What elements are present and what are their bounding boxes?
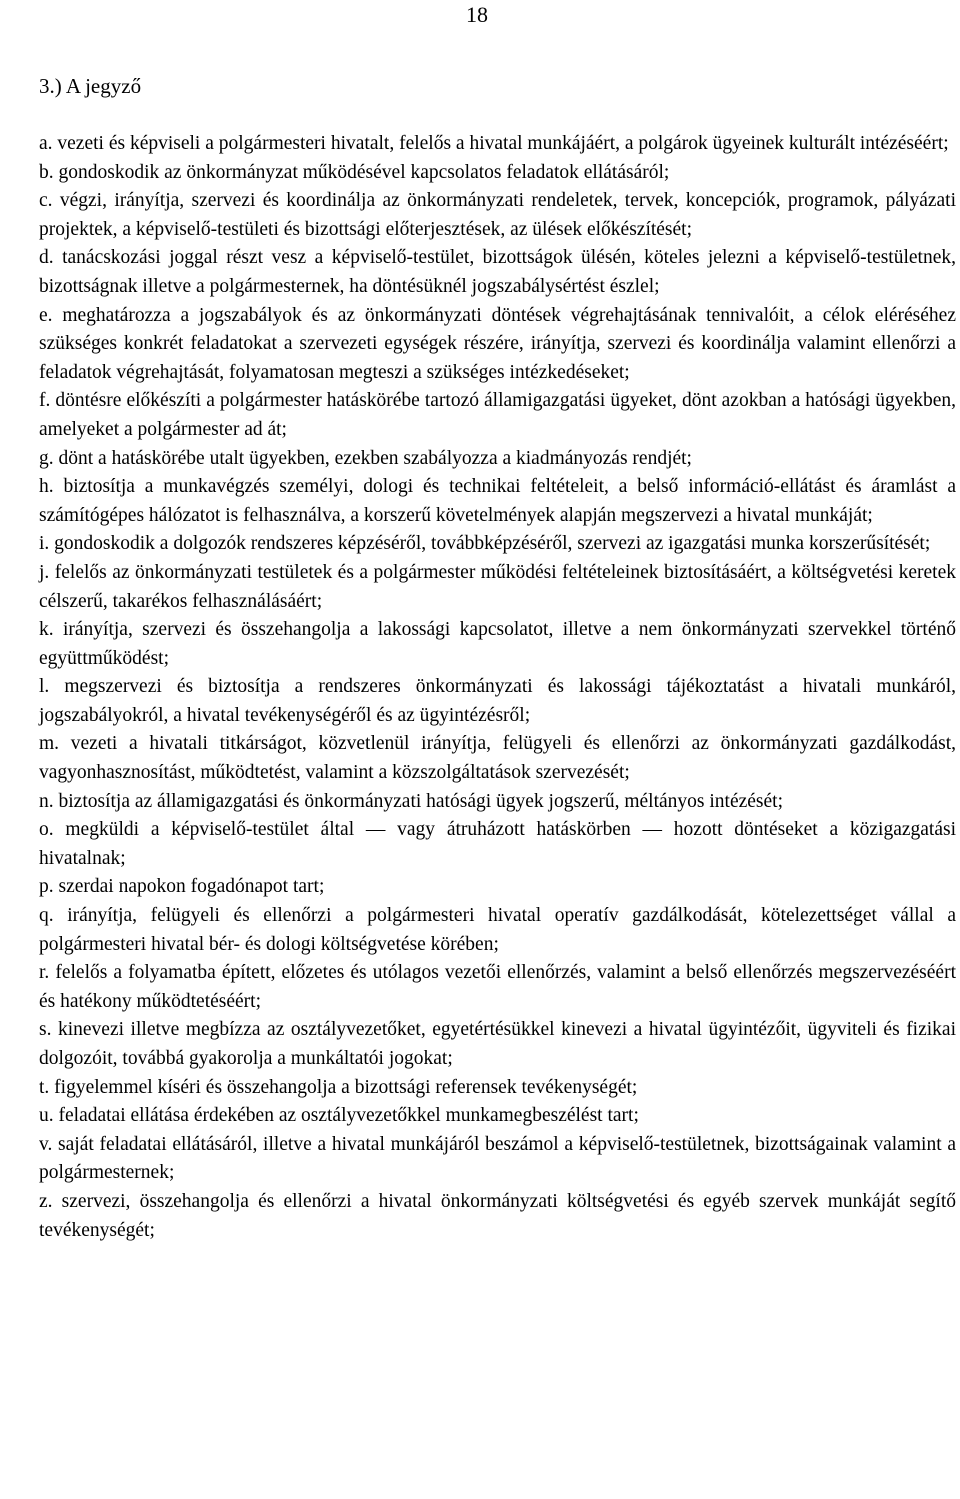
list-item: n. biztosítja az államigazgatási és önkormányzati hatósági ügyek jogszerű, méltányos intézését; bbox=[39, 790, 784, 812]
list-item: v. saját feladatai ellátásáról, illetve a hivatal munkájáról beszámol a képviselő-testületnek, bizottságainak valamint a polgármesternek; bbox=[39, 1133, 956, 1184]
list-item: o. megküldi a képviselő-testület által — vagy átruházott hatáskörben — hozott döntéseket a közigazgatási hivatalnak; bbox=[39, 819, 956, 869]
list-item: h. biztosítja a munkavégzés személyi, dologi és technikai feltételeit, a belső információ-ellátást és áramlást a számítógépes hálózatot is felhasználva, a korszerű követelmények alapján megszervezi a hivatal munkáját; bbox=[39, 476, 956, 526]
list-item: e. meghatározza a jogszabályok és az önkormányzati döntések végrehajtásának tennivalóit, a célok eléréséhez szükséges konkrét feladatokat a szervezeti egységek részére, irányítja, szervezi és koordinálja valamint ellenőrzi a feladatok végrehajtását, folyamatosan megteszi a szükséges intézkedéseket; bbox=[39, 304, 956, 383]
list-item: g. dönt a hatáskörébe utalt ügyekben, ezekben szabályozza a kiadmányozás rendjét; bbox=[39, 447, 692, 469]
list-item: u. feladatai ellátása érdekében az osztályvezetőkkel munkamegbeszélést tart; bbox=[39, 1105, 639, 1127]
list-item: p. szerdai napokon fogadónapot tart; bbox=[39, 876, 325, 898]
list-item: q. irányítja, felügyeli és ellenőrzi a polgármesteri hivatal operatív gazdálkodását, kötelezettséget vállal a polgármesteri hivatal bér- és dologi költségvetése körében; bbox=[39, 905, 956, 955]
list-item: f. döntésre előkészíti a polgármester hatáskörébe tartozó államigazgatási ügyeket, dönt azokban a hatósági ügyekben, amelyeket a polgármester ad át; bbox=[39, 390, 956, 440]
page-number: 18 bbox=[466, 2, 488, 27]
list-item: b. gondoskodik az önkormányzat működésével kapcsolatos feladatok ellátásáról; bbox=[39, 161, 670, 183]
list-item: s. kinevezi illetve megbízza az osztályvezetőket, egyetértésükkel kinevezi a hivatal ügyintézőit, ügyviteli és fizikai dolgozóit, továbbá gyakorolja a munkáltatói jogokat; bbox=[39, 1019, 956, 1069]
list-item: a. vezeti és képviseli a polgármesteri hivatalt, felelős a hivatal munkájáért, a polgárok ügyeinek kulturált intézéséért; bbox=[39, 133, 949, 154]
section-heading: 3.) A jegyző bbox=[39, 74, 142, 98]
list-item: l. megszervezi és biztosítja a rendszeres önkormányzati és lakossági tájékoztatást a hivatali munkáról, jogszabályokról, a hivatal tevékenységéről és az ügyintézésről; bbox=[39, 676, 956, 726]
list-item: r. felelős a folyamatba épített, előzetes és utólagos vezetői ellenőrzés, valamint a belső ellenőrzés megszervezéséért és hatékony működtetéséért; bbox=[39, 962, 956, 1012]
list-item: i. gondoskodik a dolgozók rendszeres képzéséről, továbbképzéséről, szervezi az igazgatási munka korszerűsítését; bbox=[39, 533, 931, 555]
list-item: m. vezeti a hivatali titkárságot, közvetlenül irányítja, felügyeli és ellenőrzi az önkormányzati gazdálkodást, vagyonhasznosítást, működtetést, valamint a közszolgáltatások szervezését; bbox=[39, 733, 956, 784]
duties-list bbox=[39, 130, 956, 1245]
list-item: k. irányítja, szervezi és összehangolja a lakossági kapcsolatot, illetve a nem önkormányzati szervekkel történő együttműködést; bbox=[39, 619, 956, 669]
list-item: t. figyelemmel kíséri és összehangolja a bizottsági referensek tevékenységét; bbox=[39, 1076, 638, 1098]
list-item: c. végzi, irányítja, szervezi és koordinálja az önkormányzati rendeletek, tervek, koncepciók, programok, pályázati projektek, a képviselő-testületi és bizottsági előterjesztések, az ülések előkészítését; bbox=[39, 190, 956, 240]
list-item: z. szervezi, összehangolja és ellenőrzi a hivatal önkormányzati költségvetési és egyéb szervek munkáját segítő tevékenységét; bbox=[39, 1190, 956, 1241]
list-item: d. tanácskozási joggal részt vesz a képviselő-testület, bizottságok ülésén, köteles jelezni a képviselő-testületnek, bizottságnak illetve a polgármesternek, ha döntésüknél jogszabálysértést észlel; bbox=[39, 247, 956, 297]
list-item: j. felelős az önkormányzati testületek és a polgármester működési feltételeinek biztosításáért, a költségvetési keretek célszerű, takarékos felhasználásáért; bbox=[39, 561, 956, 612]
